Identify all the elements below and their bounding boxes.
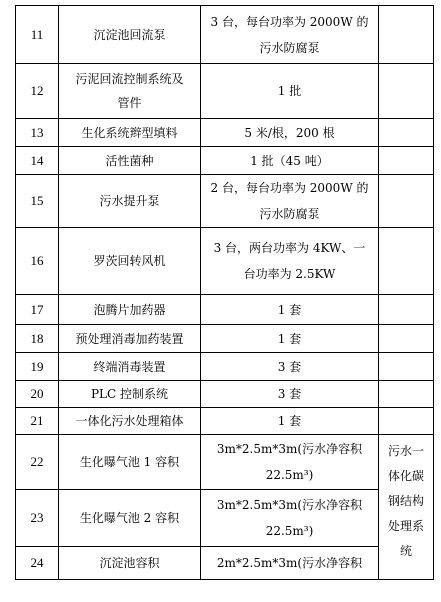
row-number: 23 [16,490,59,547]
row-number: 24 [16,547,59,580]
item-description [201,295,379,325]
cell-line: 1 套 [277,331,302,346]
row-number: 12 [16,64,59,119]
item-description [201,175,379,228]
cell-line: 3 台，每台功率为 2000W 的 [210,14,369,29]
cell-line: 1 批 [277,84,302,98]
note-line: 统 [399,544,412,558]
note-cell-empty [379,353,434,381]
item-description [201,325,379,353]
item-name: 活性菌种 [59,147,201,175]
cell-line: 管件 [117,96,142,110]
table-row [16,228,434,295]
cell-line: 污水防腐泵 [259,207,320,221]
item-name: 一体化污水处理箱体 [59,408,201,435]
item-description [201,408,379,435]
table-row [16,295,434,325]
system-note [379,435,434,580]
cell-line: 3 套 [277,387,302,401]
item-name: 污水提升泵 [59,175,201,228]
cell-line: 3m*2.5m*3m(污水净容积 [216,442,363,456]
note-cell-empty [379,381,434,408]
item-description [201,381,379,408]
table-row [16,547,434,580]
table-row [16,325,434,353]
row-number: 13 [16,119,59,147]
item-description [201,547,379,580]
table-row [16,119,434,147]
table-row [16,147,434,175]
row-number: 15 [16,175,59,228]
note-line: 处理系 [387,519,424,533]
row-number: 22 [16,435,59,490]
item-description [201,6,379,64]
item-name: 罗茨回转风机 [59,228,201,295]
cell-line: 污水防腐泵 [259,40,320,55]
row-number: 17 [16,295,59,325]
note-cell-empty [379,119,434,147]
cell-line: 1 批（45 吨） [250,153,329,168]
cell-line: 污泥回流控制系统及 [75,72,184,86]
item-name: 泡腾片加药器 [59,295,201,325]
note-cell-empty [379,147,434,175]
cell-line: 3m*2.5m*3m(污水净容积 [216,498,363,512]
table-row [16,435,434,490]
row-number: 20 [16,381,59,408]
item-description [201,353,379,381]
note-cell-empty [379,228,434,295]
cell-line: 2 台，每台功率为 2000W 的 [210,181,369,195]
row-number: 19 [16,353,59,381]
note-line: 污水一 [387,444,424,458]
note-cell-empty [379,295,434,325]
table-row [16,64,434,119]
table-row [16,408,434,435]
cell-line: 5 米/根，200 根 [244,125,335,140]
cell-line: 2m*2.5m*3m(污水净容积 [216,556,363,570]
note-cell-empty [379,175,434,228]
note-line: 体化碳 [387,469,424,483]
item-name: 生化曝气池 2 容积 [59,490,201,547]
item-name: 预处理消毒加药装置 [59,325,201,353]
item-description [201,64,379,119]
row-number: 16 [16,228,59,295]
note-line: 钢结构 [387,494,424,508]
note-cell-empty [379,6,434,64]
table-row [16,490,434,547]
item-name: 沉淀池容积 [59,547,201,580]
row-number: 11 [16,6,59,64]
cell-line: 1 套 [277,302,302,317]
table-row [16,381,434,408]
note-cell-empty [379,408,434,435]
table-row [16,175,434,228]
row-number: 14 [16,147,59,175]
table-row [16,353,434,381]
cell-line: 1 套 [277,414,302,428]
item-description [201,228,379,295]
cell-line: 台功率为 2.5KW [243,267,336,281]
cell-line: 22.5m³) [265,524,314,538]
note-cell-empty [379,64,434,119]
item-name [59,64,201,119]
item-description [201,119,379,147]
item-name: 生化系统辫型填料 [59,119,201,147]
cell-line: 3 套 [277,359,302,374]
item-name: 沉淀池回流泵 [59,6,201,64]
row-number: 21 [16,408,59,435]
equipment-table [15,5,434,580]
item-name: PLC 控制系统 [59,381,201,408]
cell-line: 22.5m³) [265,468,314,482]
item-name: 终端消毒装置 [59,353,201,381]
table-row [16,6,434,64]
item-description [201,147,379,175]
row-number: 18 [16,325,59,353]
note-cell-empty [379,325,434,353]
item-description [201,490,379,547]
item-description [201,435,379,490]
cell-line: 3 台，两台功率为 4KW、一 [213,241,366,255]
item-name: 生化曝气池 1 容积 [59,435,201,490]
